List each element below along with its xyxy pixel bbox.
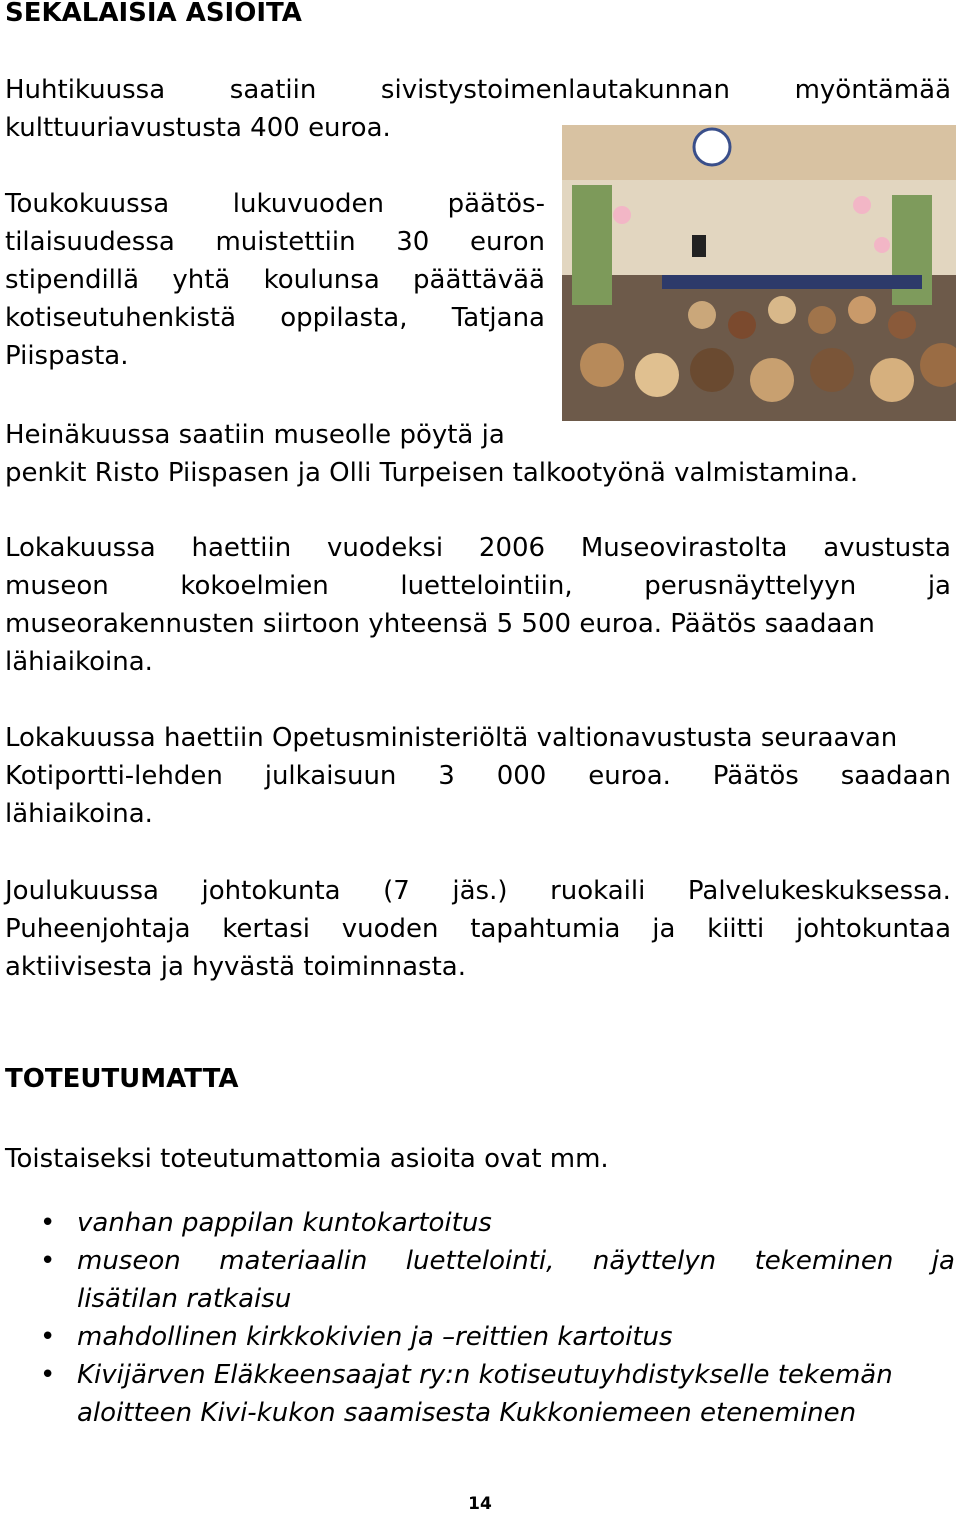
word: kiitti xyxy=(707,914,765,944)
text-line: kulttuuriavustusta 400 euroa. xyxy=(5,113,391,143)
paragraph-july xyxy=(5,416,951,492)
word: yhtä xyxy=(172,265,231,295)
word: euroa. xyxy=(588,761,671,791)
word: ruokaili xyxy=(550,876,646,906)
justified-line xyxy=(5,261,545,299)
word: kotiseutuhenkistä xyxy=(5,303,237,333)
text-line: mahdollinen kirkkokivien ja –reittien kartoitus xyxy=(77,1322,673,1352)
word: luettelointiin, xyxy=(400,571,573,601)
justified-line xyxy=(5,299,545,337)
word: kokoelmien xyxy=(180,571,329,601)
word: museon xyxy=(5,571,109,601)
justified-line xyxy=(5,71,951,109)
text-line: aloitteen Kivi-kukon saamisesta Kukkoniemeen eteneminen xyxy=(77,1398,857,1428)
list-item xyxy=(0,1356,955,1432)
justified-line xyxy=(5,872,951,910)
justified-line xyxy=(77,1242,955,1280)
school-event-photo xyxy=(562,125,956,421)
word: materiaalin xyxy=(219,1246,368,1276)
word: 30 xyxy=(396,227,430,257)
text-line: Piispasta. xyxy=(5,341,129,371)
word: koulunsa xyxy=(263,265,380,295)
word: sivistystoimenlautakunnan xyxy=(380,75,730,105)
list-item xyxy=(0,1242,955,1318)
word: ja xyxy=(652,914,676,944)
word: ja xyxy=(927,571,951,601)
word: myöntämää xyxy=(794,75,951,105)
paragraph-october-ministry xyxy=(5,719,951,833)
word: lukuvuoden xyxy=(232,189,384,219)
text-line: Kivijärven Eläkkeensaajat ry:n kotiseutuyhdistykselle tekemän xyxy=(77,1360,893,1390)
photo-illustration xyxy=(562,125,956,421)
paragraph-december xyxy=(5,872,951,986)
bullet-icon: • xyxy=(40,1322,56,1352)
text-line: Heinäkuussa saatiin museolle pöytä ja xyxy=(5,420,505,450)
justified-line xyxy=(5,529,951,567)
page-number: 14 xyxy=(468,1494,492,1514)
word: Palvelukeskuksessa. xyxy=(687,876,951,906)
word: Lokakuussa xyxy=(5,533,156,563)
word: julkaisuun xyxy=(264,761,397,791)
text-line: lähiaikoina. xyxy=(5,799,153,829)
list-item xyxy=(0,1204,955,1242)
word: Toukokuussa xyxy=(5,189,170,219)
word: (7 xyxy=(383,876,410,906)
word: Puheenjohtaja xyxy=(5,914,191,944)
word: päättävää xyxy=(413,265,545,295)
word: tekeminen xyxy=(754,1246,894,1276)
word: museon xyxy=(77,1246,181,1276)
word: tilaisuudessa xyxy=(5,227,175,257)
bullet-icon: • xyxy=(40,1360,56,1390)
word: saatiin xyxy=(229,75,317,105)
word: luettelointi, xyxy=(405,1246,555,1276)
justified-line xyxy=(5,223,545,261)
bullet-icon: • xyxy=(40,1246,56,1276)
word: päätös- xyxy=(447,189,545,219)
word: stipendillä xyxy=(5,265,140,295)
text-line: lähiaikoina. xyxy=(5,647,153,677)
text-line: vanhan pappilan kuntokartoitus xyxy=(77,1208,492,1238)
word: 000 xyxy=(496,761,547,791)
section-heading-pending: TOTEUTUMATTA xyxy=(5,1064,239,1094)
word: Joulukuussa xyxy=(5,876,159,906)
justified-line xyxy=(5,757,951,795)
paragraph-may xyxy=(5,185,545,375)
text-line: aktiivisesta ja hyvästä toiminnasta. xyxy=(5,952,466,982)
word: euron xyxy=(469,227,545,257)
word: johtokunta xyxy=(201,876,341,906)
text-line: Lokakuussa haettiin Opetusministeriöltä valtionavustusta seuraavan xyxy=(5,723,898,753)
justified-line xyxy=(5,567,951,605)
justified-line xyxy=(5,910,951,948)
word: vuodeksi xyxy=(327,533,444,563)
word: haettiin xyxy=(191,533,292,563)
text-line: museorakennusten siirtoon yhteensä 5 500 euroa. Päätös saadaan xyxy=(5,609,875,639)
word: tapahtumia xyxy=(470,914,621,944)
list-item xyxy=(0,1318,955,1356)
justified-line xyxy=(5,185,545,223)
word: Museovirastolta xyxy=(580,533,788,563)
word: Tatjana xyxy=(451,303,545,333)
text-line: penkit Risto Piispasen ja Olli Turpeisen talkootyönä valmistamina. xyxy=(5,458,859,488)
word: ja xyxy=(931,1246,955,1276)
pending-list xyxy=(0,1204,955,1432)
bullet-icon: • xyxy=(40,1208,56,1238)
word: Huhtikuussa xyxy=(5,75,166,105)
text-line: lisätilan ratkaisu xyxy=(77,1284,292,1314)
section-heading: SEKALAISIA ASIOITA xyxy=(5,0,302,28)
word: avustusta xyxy=(823,533,951,563)
word: muistettiin xyxy=(215,227,356,257)
word: jäs.) xyxy=(452,876,508,906)
word: saadaan xyxy=(840,761,951,791)
word: 2006 xyxy=(478,533,546,563)
word: Päätös xyxy=(712,761,799,791)
word: johtokuntaa xyxy=(796,914,951,944)
word: 3 xyxy=(438,761,455,791)
word: Kotiportti-lehden xyxy=(5,761,223,791)
intro-text: Toistaiseksi toteutumattomia asioita ovat mm. xyxy=(5,1144,609,1174)
paragraph-october-museum xyxy=(5,529,951,681)
word: kertasi xyxy=(222,914,311,944)
word: vuoden xyxy=(341,914,439,944)
word: oppilasta, xyxy=(280,303,408,333)
word: perusnäyttelyyn xyxy=(644,571,857,601)
word: näyttelyn xyxy=(592,1246,717,1276)
